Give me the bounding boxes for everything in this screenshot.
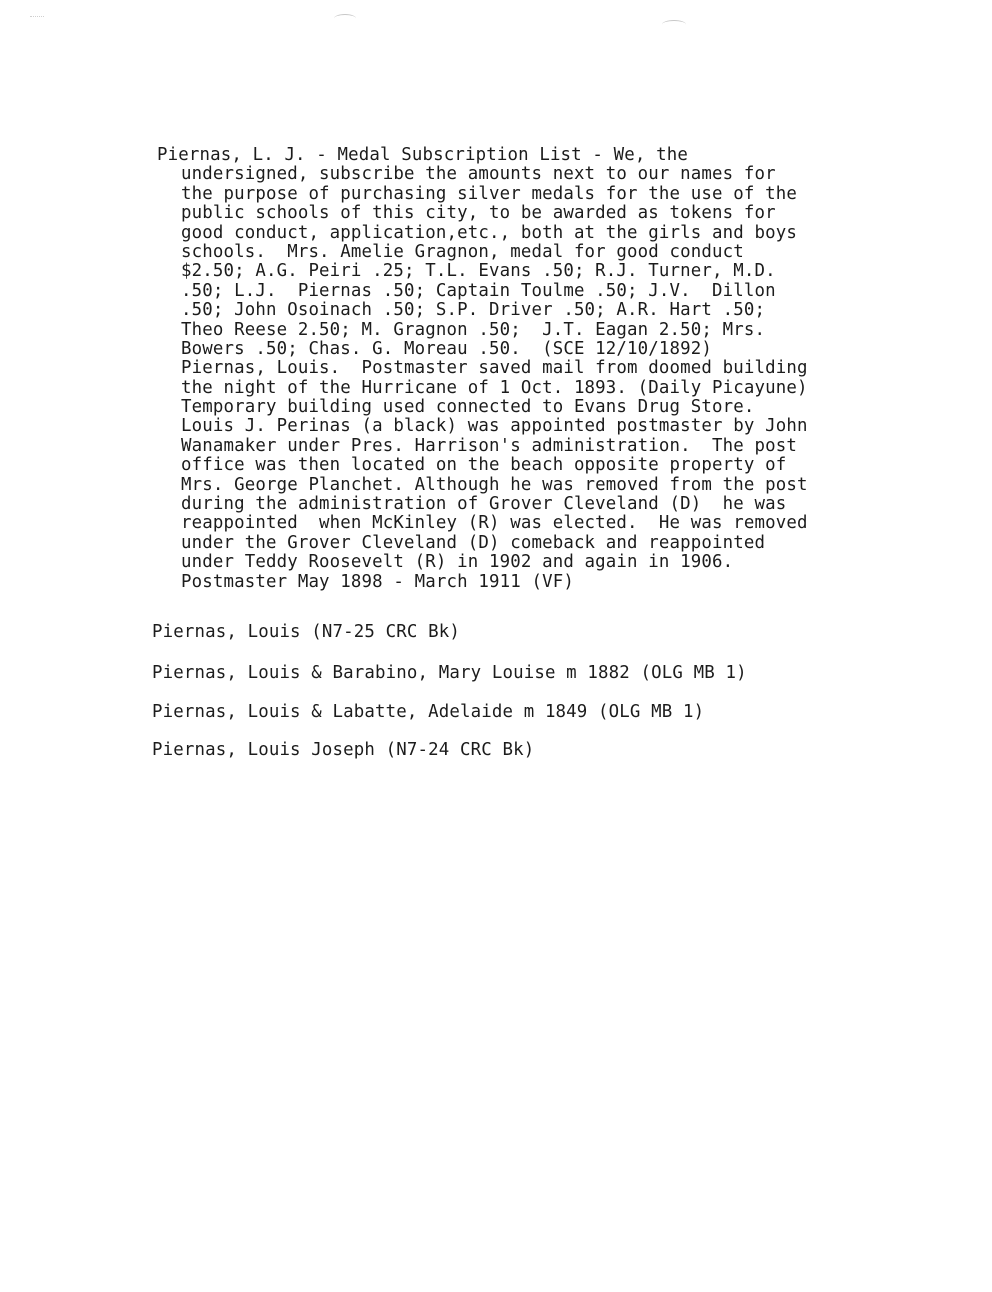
scan-mark	[334, 14, 356, 23]
entry-line: Piernas, Louis. Postmaster saved mail from doomed building	[181, 358, 808, 379]
entry-line: $2.50; A.G. Peiri .25; T.L. Evans .50; R.J. Turner, M.D.	[181, 261, 776, 282]
entry-line: Mrs. George Planchet. Although he was removed from the post	[181, 474, 808, 495]
entry-line: Piernas, L. J. - Medal Subscription List - We, the	[157, 145, 689, 165]
entry-line: under Teddy Roosevelt (R) in 1902 and again in 1906.	[181, 552, 734, 573]
entry-line: Postmaster May 1898 - March 1911 (VF)	[181, 571, 574, 592]
entry-line: schools. Mrs. Amelie Gragnon, medal for good conduct	[181, 241, 744, 262]
entry-line: office was then located on the beach opposite property of	[181, 455, 787, 476]
entry-line: .50; L.J. Piernas .50; Captain Toulme .50; J.V. Dillon	[181, 280, 776, 301]
scan-mark	[662, 20, 686, 29]
entry-line: the night of the Hurricane of 1 Oct. 1893. (Daily Picayune)	[181, 377, 808, 398]
entry-line: .50; John Osoinach .50; S.P. Driver .50; A.R. Hart .50;	[181, 300, 766, 321]
scan-speck	[30, 16, 44, 19]
entry-piernas-labatte: Piernas, Louis & Labatte, Adelaide m 1849 (OLG MB 1)	[152, 702, 705, 722]
entry-line: Louis J. Perinas (a black) was appointed postmaster by John	[181, 416, 808, 437]
entry-piernas-barabino: Piernas, Louis & Barabino, Mary Louise m 1882 (OLG MB 1)	[152, 663, 747, 683]
entry-piernas-louis: Piernas, Louis (N7-25 CRC Bk)	[152, 622, 460, 642]
entry-line: good conduct, application,etc., both at the girls and boys	[181, 222, 797, 243]
entry-line: Wanamaker under Pres. Harrison's administration. The post	[181, 435, 797, 456]
entry-medal-subscription-list	[157, 146, 897, 592]
entry-line: undersigned, subscribe the amounts next to our names for	[181, 164, 776, 185]
entry-line: the purpose of purchasing silver medals for the use of the	[181, 183, 797, 204]
entry-line: Temporary building used connected to Evans Drug Store.	[181, 397, 755, 418]
entry-line: reappointed when McKinley (R) was elected. He was removed	[181, 513, 808, 534]
entry-line: Bowers .50; Chas. G. Moreau .50. (SCE 12/10/1892)	[181, 338, 713, 359]
entry-line: Theo Reese 2.50; M. Gragnon .50; J.T. Eagan 2.50; Mrs.	[181, 319, 766, 340]
entry-line: under the Grover Cleveland (D) comeback and reappointed	[181, 532, 766, 553]
entry-line: during the administration of Grover Cleveland (D) he was	[181, 494, 787, 515]
entry-piernas-louis-joseph: Piernas, Louis Joseph (N7-24 CRC Bk)	[152, 740, 535, 760]
entry-line: public schools of this city, to be awarded as tokens for	[181, 203, 776, 224]
